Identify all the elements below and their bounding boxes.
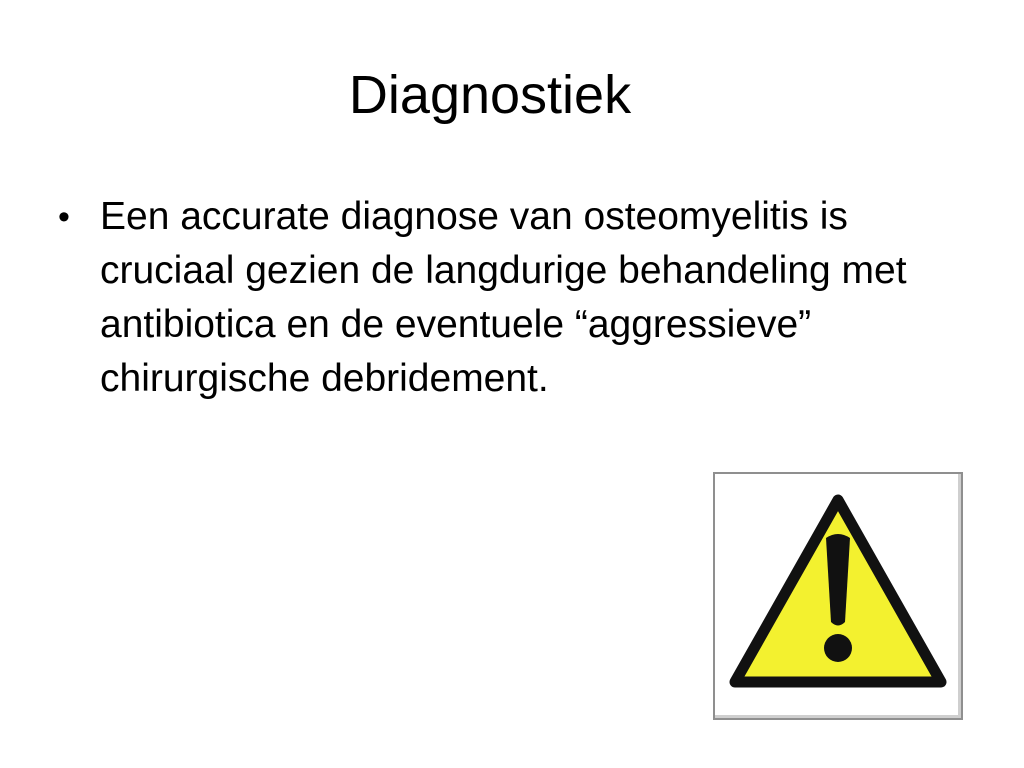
bullet-text: Een accurate diagnose van osteomyelitis is cruciaal gezien de langdurige behandeling met antibiotica en de eventuele “aggressieve” chirurgische debridement. — [100, 195, 907, 400]
warning-sign-image — [713, 472, 963, 720]
bullet-item — [58, 190, 958, 406]
slide-title: Diagnostiek — [348, 65, 632, 125]
exclamation-mark-dot — [824, 634, 852, 662]
warning-exclamation-icon — [715, 474, 961, 718]
bullet-list — [58, 190, 958, 406]
bullet-marker: • — [58, 198, 70, 236]
